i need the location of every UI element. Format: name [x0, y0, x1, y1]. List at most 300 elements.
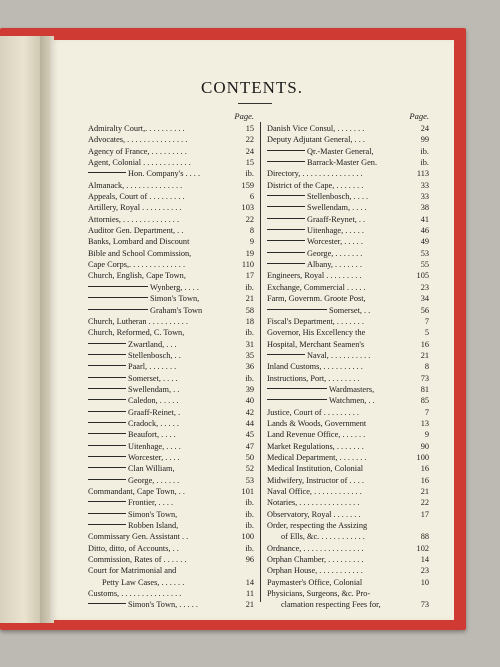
entry-label: Market Regulations, . . . . . . .	[267, 441, 364, 451]
entry-page-number: 44	[245, 418, 254, 428]
entry-label: Observatory, Royal . . . . . . .	[267, 509, 361, 519]
title-rule	[238, 103, 272, 104]
entry-label: Cradock, . . . . .	[128, 418, 179, 428]
page-label: Page.	[234, 111, 254, 121]
ditto-dash	[88, 603, 126, 604]
entry-page-number: 41	[420, 214, 429, 224]
entry-label: Qr.-Master General,	[307, 146, 374, 156]
ditto-dash	[267, 161, 305, 162]
contents-entry	[88, 418, 254, 429]
contents-entry	[267, 475, 429, 486]
entry-label: Court for Matrimonial and	[88, 566, 177, 576]
entry-page-number: 101	[241, 487, 254, 496]
entry-label: George, . . . . . .	[128, 475, 180, 485]
contents-entry	[267, 134, 429, 145]
contents-entry	[88, 339, 254, 350]
entry-label: Justice, Court of . . . . . . . . .	[267, 407, 359, 417]
contents-entry	[88, 452, 254, 463]
entry-page-number: 56	[420, 305, 429, 315]
contents-entry	[267, 384, 429, 395]
entry-label: Farm, Governm. Groote Post,	[267, 294, 366, 304]
contents-entry	[88, 350, 254, 361]
entry-label: Directory, . . . . . . . . . . . . . . .	[267, 169, 363, 179]
entry-page-number: 53	[245, 475, 254, 485]
contents-entry	[267, 531, 429, 542]
column-divider	[260, 122, 261, 602]
entry-label: Simon's Town, . . . . .	[128, 600, 198, 610]
ditto-dash	[267, 229, 305, 230]
entry-label: Frontier, . . . .	[128, 498, 174, 508]
right-column	[267, 110, 429, 611]
entry-label: Church, Lutheran . . . . . . . . . .	[88, 316, 189, 326]
entry-label: Stellenbosch, . . . .	[307, 192, 369, 202]
entry-page-number: 22	[245, 214, 254, 224]
entry-page-number: 24	[245, 146, 254, 156]
ditto-dash	[88, 286, 148, 287]
entry-page-number: 34	[420, 294, 429, 304]
entry-page-number: ib.	[245, 498, 254, 508]
contents-entry	[88, 395, 254, 406]
entry-label: Church, English, Cape Town,	[88, 271, 186, 281]
entry-label: Customs, . . . . . . . . . . . . . . .	[88, 589, 182, 599]
contents-entry	[88, 214, 254, 225]
entry-label: Agency of France, . . . . . . . . .	[88, 146, 187, 156]
entry-label: Agent, Colonial . . . . . . . . . . . .	[88, 158, 191, 168]
contents-entry	[88, 565, 254, 576]
contents-entry	[88, 475, 254, 486]
entry-page-number: 47	[245, 441, 254, 451]
entry-page-number: 36	[245, 362, 254, 372]
entry-label: Land Revenue Office, . . . . . .	[267, 430, 366, 440]
contents-entry	[267, 565, 429, 576]
entry-label: Appeals, Court of . . . . . . . . .	[88, 192, 185, 202]
contents-entry	[267, 577, 429, 588]
entry-label: Simon's Town,	[128, 509, 178, 519]
entry-label: Ordnance, . . . . . . . . . . . . . . .	[267, 543, 364, 553]
contents-entry	[88, 373, 254, 384]
entry-label: Beaufort, . . . .	[128, 430, 176, 440]
contents-entry	[88, 543, 254, 554]
entry-label: Admiralty Court,. . . . . . . . . .	[88, 124, 185, 133]
contents-entry	[267, 293, 429, 304]
contents-entry	[88, 577, 254, 588]
entry-page-number: 17	[420, 509, 429, 519]
contents-entry	[88, 270, 254, 281]
entry-label: Zwartland, . . .	[128, 339, 177, 349]
entry-page-number: 55	[420, 260, 429, 270]
entry-page-number: 5	[424, 328, 429, 338]
entry-page-number: 16	[420, 339, 429, 349]
entry-page-number: 73	[420, 600, 429, 610]
contents-entry	[267, 463, 429, 474]
contents-entry	[267, 123, 429, 134]
entry-label: Engineers, Royal . . . . . . . . .	[267, 271, 362, 281]
ditto-dash	[88, 501, 126, 502]
entry-page-number: 8	[424, 362, 429, 372]
right-entries	[267, 123, 429, 611]
entry-label: Worcester, . . . .	[128, 452, 180, 462]
ditto-dash	[267, 252, 305, 253]
contents-entry	[267, 236, 429, 247]
entry-page-number: 73	[420, 373, 429, 383]
entry-page-number: 21	[245, 294, 254, 304]
entry-page-number: 22	[420, 498, 429, 508]
contents-entry	[267, 282, 429, 293]
contents-entry	[267, 395, 429, 406]
entry-page-number: 14	[420, 555, 429, 565]
entry-page-number: 9	[249, 237, 254, 247]
contents-entry	[267, 599, 429, 610]
contents-entry	[88, 554, 254, 565]
entry-page-number: 159	[241, 180, 254, 190]
ditto-dash	[88, 411, 126, 412]
ditto-dash	[267, 309, 327, 310]
entry-label: Paymaster's Office, Colonial	[267, 577, 363, 587]
contents-page	[50, 40, 454, 620]
entry-page-number: 81	[420, 384, 429, 394]
entry-label: Naval Office, . . . . . . . . . . . .	[267, 487, 362, 496]
ditto-dash	[88, 524, 126, 525]
contents-entry	[88, 236, 254, 247]
ditto-dash	[88, 513, 126, 514]
entry-label: Graaff-Reinet, .	[128, 407, 181, 417]
entry-page-number: 42	[245, 407, 254, 417]
contents-entry	[88, 202, 254, 213]
contents-entry	[88, 157, 254, 168]
entry-page-number: 39	[245, 384, 254, 394]
entry-page-number: 31	[245, 339, 254, 349]
entry-page-number: ib.	[245, 328, 254, 338]
entry-label: Somerset, . .	[329, 305, 371, 315]
contents-entry	[267, 509, 429, 520]
ditto-dash	[267, 218, 305, 219]
entry-label: Uitenhage, . . . . .	[307, 226, 364, 236]
entry-page-number: ib.	[245, 169, 254, 179]
entry-page-number: 17	[245, 271, 254, 281]
contents-entry	[267, 191, 429, 202]
contents-entry	[88, 361, 254, 372]
contents-entry	[88, 180, 254, 191]
entry-page-number: ib.	[245, 521, 254, 531]
entry-label: Swellendam, . .	[128, 384, 180, 394]
ditto-dash	[88, 467, 126, 468]
contents-entry	[267, 588, 429, 599]
contents-entry	[267, 327, 429, 338]
ditto-dash	[267, 354, 305, 355]
entry-page-number: 40	[245, 396, 254, 406]
entry-label: Attornies, . . . . . . . . . . . . . .	[88, 214, 180, 224]
contents-entry	[88, 441, 254, 452]
contents-entry	[267, 270, 429, 281]
contents-entry	[88, 429, 254, 440]
entry-label: Wardmasters,	[329, 384, 375, 394]
entry-page-number: 15	[245, 158, 254, 168]
ditto-dash	[267, 206, 305, 207]
entry-page-number: 52	[245, 464, 254, 474]
entry-page-number: 50	[245, 452, 254, 462]
entry-label: Watchmen, . .	[329, 396, 375, 406]
entry-page-number: 13	[420, 418, 429, 428]
contents-entry	[88, 282, 254, 293]
entry-label: Barrack-Master Gen.	[307, 158, 378, 168]
contents-entry	[88, 497, 254, 508]
entry-label: Graaff-Reynet, . .	[307, 214, 366, 224]
ditto-dash	[267, 399, 327, 400]
entry-page-number: 100	[416, 452, 429, 462]
ditto-dash	[88, 309, 148, 310]
entry-page-number: 21	[420, 350, 429, 360]
entry-label: Hon. Company's . . . .	[128, 169, 201, 179]
contents-entry	[267, 361, 429, 372]
entry-label: Stellenbosch, . .	[128, 350, 181, 360]
entry-page-number: 18	[245, 316, 254, 326]
contents-entry	[88, 191, 254, 202]
entry-label: Hospital, Merchant Seamen's	[267, 339, 365, 349]
entry-page-number: 16	[420, 475, 429, 485]
left-page-edge	[0, 36, 44, 623]
contents-entry	[267, 305, 429, 316]
contents-entry	[267, 168, 429, 179]
entry-label: Worcester, . . . . .	[307, 237, 363, 247]
ditto-dash	[88, 354, 126, 355]
ditto-dash	[88, 399, 126, 400]
entry-label: Petty Law Cases, . . . . . .	[102, 577, 185, 587]
contents-entry	[267, 486, 429, 497]
entry-page-number: 33	[420, 180, 429, 190]
ditto-dash	[267, 240, 305, 241]
entry-page-number: 21	[420, 487, 429, 496]
ditto-dash	[88, 479, 126, 480]
entry-label: Paarl, . . . . . . .	[128, 362, 177, 372]
contents-entry	[267, 407, 429, 418]
left-entries	[88, 123, 254, 611]
entry-page-number: 22	[245, 135, 254, 145]
entry-label: Order, respecting the Assizing	[267, 521, 368, 531]
ditto-dash	[267, 150, 305, 151]
entry-label: Robben Island,	[128, 521, 179, 531]
entry-label: of Ells, &c. . . . . . . . . . . .	[281, 532, 365, 542]
entry-label: Swellendam, . . . .	[307, 203, 367, 213]
contents-entry	[267, 497, 429, 508]
entry-label: Commissary Gen. Assistant . .	[88, 532, 189, 542]
entry-page-number: 96	[245, 555, 254, 565]
entry-label: Simon's Town,	[150, 294, 200, 304]
contents-entry	[88, 248, 254, 259]
contents-entry	[267, 225, 429, 236]
entry-label: Artillery, Royal . . . . . . . . . .	[88, 203, 182, 213]
contents-entry	[88, 146, 254, 157]
entry-page-number: 46	[420, 226, 429, 236]
contents-entry	[88, 134, 254, 145]
entry-page-number: 100	[241, 532, 254, 542]
entry-label: Deputy Adjutant General, . . .	[267, 135, 365, 145]
ditto-dash	[88, 365, 126, 366]
entry-page-number: 7	[424, 316, 429, 326]
contents-entry	[267, 520, 429, 531]
entry-page-number: 103	[241, 203, 254, 213]
ditto-dash	[88, 433, 126, 434]
entry-label: Midwifery, Instructor of . . . .	[267, 475, 364, 485]
entry-page-number: 113	[416, 169, 429, 179]
contents-entry	[88, 520, 254, 531]
entry-label: Governor, His Excellency the	[267, 328, 366, 338]
contents-entry	[88, 531, 254, 542]
ditto-dash	[267, 195, 305, 196]
entry-page-number: 38	[420, 203, 429, 213]
contents-entry	[267, 429, 429, 440]
contents-entry	[88, 588, 254, 599]
contents-entry	[88, 305, 254, 316]
entry-label: Medical Institution, Colonial	[267, 464, 364, 474]
entry-page-number: 35	[245, 350, 254, 360]
entry-label: Church, Reformed, C. Town,	[88, 328, 185, 338]
entry-label: Inland Customs, . . . . . . . . . .	[267, 362, 363, 372]
contents-entry	[88, 316, 254, 327]
contents-entry	[88, 486, 254, 497]
entry-label: Almanack, . . . . . . . . . . . . . .	[88, 180, 183, 190]
entry-page-number: 49	[420, 237, 429, 247]
entry-page-number: 90	[420, 441, 429, 451]
entry-label: Commandant, Cape Town, . .	[88, 487, 185, 496]
entry-label: Caledon, . . . . .	[128, 396, 179, 406]
entry-label: Ditto, ditto, of Accounts, . .	[88, 543, 179, 553]
entry-page-number: ib.	[420, 158, 429, 168]
entry-page-number: 11	[246, 589, 254, 599]
entry-label: Exchange, Commercial . . . . .	[267, 282, 366, 292]
contents-entry	[88, 384, 254, 395]
contents-entry	[88, 168, 254, 179]
ditto-dash	[88, 172, 126, 173]
entry-label: Fiscal's Department, . . . . . . .	[267, 316, 364, 326]
entry-page-number: 102	[416, 543, 429, 553]
entry-page-number: 85	[420, 396, 429, 406]
entry-label: Cape Corps,. . . . . . . . . . . . . .	[88, 260, 186, 270]
ditto-dash	[88, 388, 126, 389]
entry-label: Clan William,	[128, 464, 175, 474]
entry-page-number: 10	[420, 577, 429, 587]
entry-label: Advocates, . . . . . . . . . . . . . . .	[88, 135, 188, 145]
contents-entry	[88, 293, 254, 304]
entry-label: Instructions, Port, . . . . . . . .	[267, 373, 360, 383]
ditto-dash	[88, 343, 126, 344]
entry-label: Danish Vice Consul, . . . . . . .	[267, 124, 365, 133]
contents-entry	[267, 554, 429, 565]
ditto-dash	[88, 422, 126, 423]
entry-page-number: 15	[245, 124, 254, 133]
entry-page-number: 99	[420, 135, 429, 145]
contents-entry	[267, 214, 429, 225]
entry-page-number: 45	[245, 430, 254, 440]
contents-entry	[267, 202, 429, 213]
entry-page-number: 53	[420, 248, 429, 258]
contents-entry	[88, 509, 254, 520]
contents-entry	[267, 543, 429, 554]
entry-page-number: 19	[245, 248, 254, 258]
contents-entry	[88, 259, 254, 270]
entry-label: Orphan House, . . . . . . . . . . .	[267, 566, 363, 576]
ditto-dash	[267, 263, 305, 264]
entry-page-number: 23	[420, 282, 429, 292]
entry-label: Wynberg, . . . .	[150, 282, 199, 292]
left-column	[88, 110, 254, 611]
contents-entry	[88, 599, 254, 610]
entry-label: Naval, . . . . . . . . . .	[307, 350, 371, 360]
ditto-dash	[88, 456, 126, 457]
entry-label: Medical Department, . . . . . . .	[267, 452, 367, 462]
contents-entry	[88, 225, 254, 236]
contents-entry	[267, 441, 429, 452]
entry-page-number: ib.	[245, 373, 254, 383]
entry-label: Commission, Rates of . . . . . .	[88, 555, 187, 565]
entry-label: Auditor Gen. Department, . .	[88, 226, 184, 236]
entry-label: Somerset, . . . .	[128, 373, 178, 383]
contents-entry	[267, 316, 429, 327]
entry-label: Orphan Chamber, . . . . . . . . .	[267, 555, 364, 565]
entry-label: Graham's Town	[150, 305, 203, 315]
entry-label: District of the Cape, . . . . . . .	[267, 180, 364, 190]
contents-entry	[267, 180, 429, 191]
entry-page-number: 7	[424, 407, 429, 417]
entry-label: Notaries, . . . . . . . . . . . . . . .	[267, 498, 360, 508]
entry-page-number: 21	[245, 600, 254, 610]
entry-page-number: ib.	[420, 146, 429, 156]
entry-page-number: ib.	[245, 282, 254, 292]
contents-entry	[267, 418, 429, 429]
page-label: Page.	[409, 111, 429, 121]
contents-entry	[88, 407, 254, 418]
entry-page-number: 33	[420, 192, 429, 202]
contents-entry	[267, 157, 429, 168]
entry-page-number: 105	[416, 271, 429, 281]
entry-label: Uitenhage, . . . .	[128, 441, 181, 451]
entry-page-number: 58	[245, 305, 254, 315]
ditto-dash	[267, 388, 327, 389]
ditto-dash	[88, 445, 126, 446]
entry-label: George, . . . . . . .	[307, 248, 363, 258]
contents-entry	[267, 248, 429, 259]
entry-label: Physicians, Surgeons, &c. Pro-	[267, 589, 371, 599]
contents-entry	[88, 327, 254, 338]
page-title: CONTENTS.	[200, 78, 304, 97]
contents-entry	[267, 146, 429, 157]
entry-label: Banks, Lombard and Discount	[88, 237, 190, 247]
contents-entry	[267, 350, 429, 361]
entry-page-number: ib.	[245, 509, 254, 519]
entry-page-number: ib.	[245, 543, 254, 553]
entry-page-number: 24	[420, 124, 429, 133]
ditto-dash	[88, 297, 148, 298]
entry-page-number: 6	[249, 192, 254, 202]
ditto-dash	[88, 377, 126, 378]
contents-entry	[88, 463, 254, 474]
entry-page-number: 14	[245, 577, 254, 587]
contents-entry	[267, 373, 429, 384]
entry-page-number: 23	[420, 566, 429, 576]
entry-label: Albany, . . . . . . .	[307, 260, 362, 270]
entry-label: clamation respecting Fees for,	[281, 600, 381, 610]
entry-label: Lands & Woods, Government	[267, 418, 367, 428]
entry-page-number: 9	[424, 430, 429, 440]
entry-page-number: 110	[241, 260, 254, 270]
contents-entry	[267, 259, 429, 270]
entry-page-number: 16	[420, 464, 429, 474]
entry-page-number: 8	[249, 226, 254, 236]
entry-page-number: 88	[420, 532, 429, 542]
contents-entry	[88, 123, 254, 134]
contents-entry	[267, 339, 429, 350]
entry-label: Bible and School Commission,	[88, 248, 192, 258]
contents-entry	[267, 452, 429, 463]
